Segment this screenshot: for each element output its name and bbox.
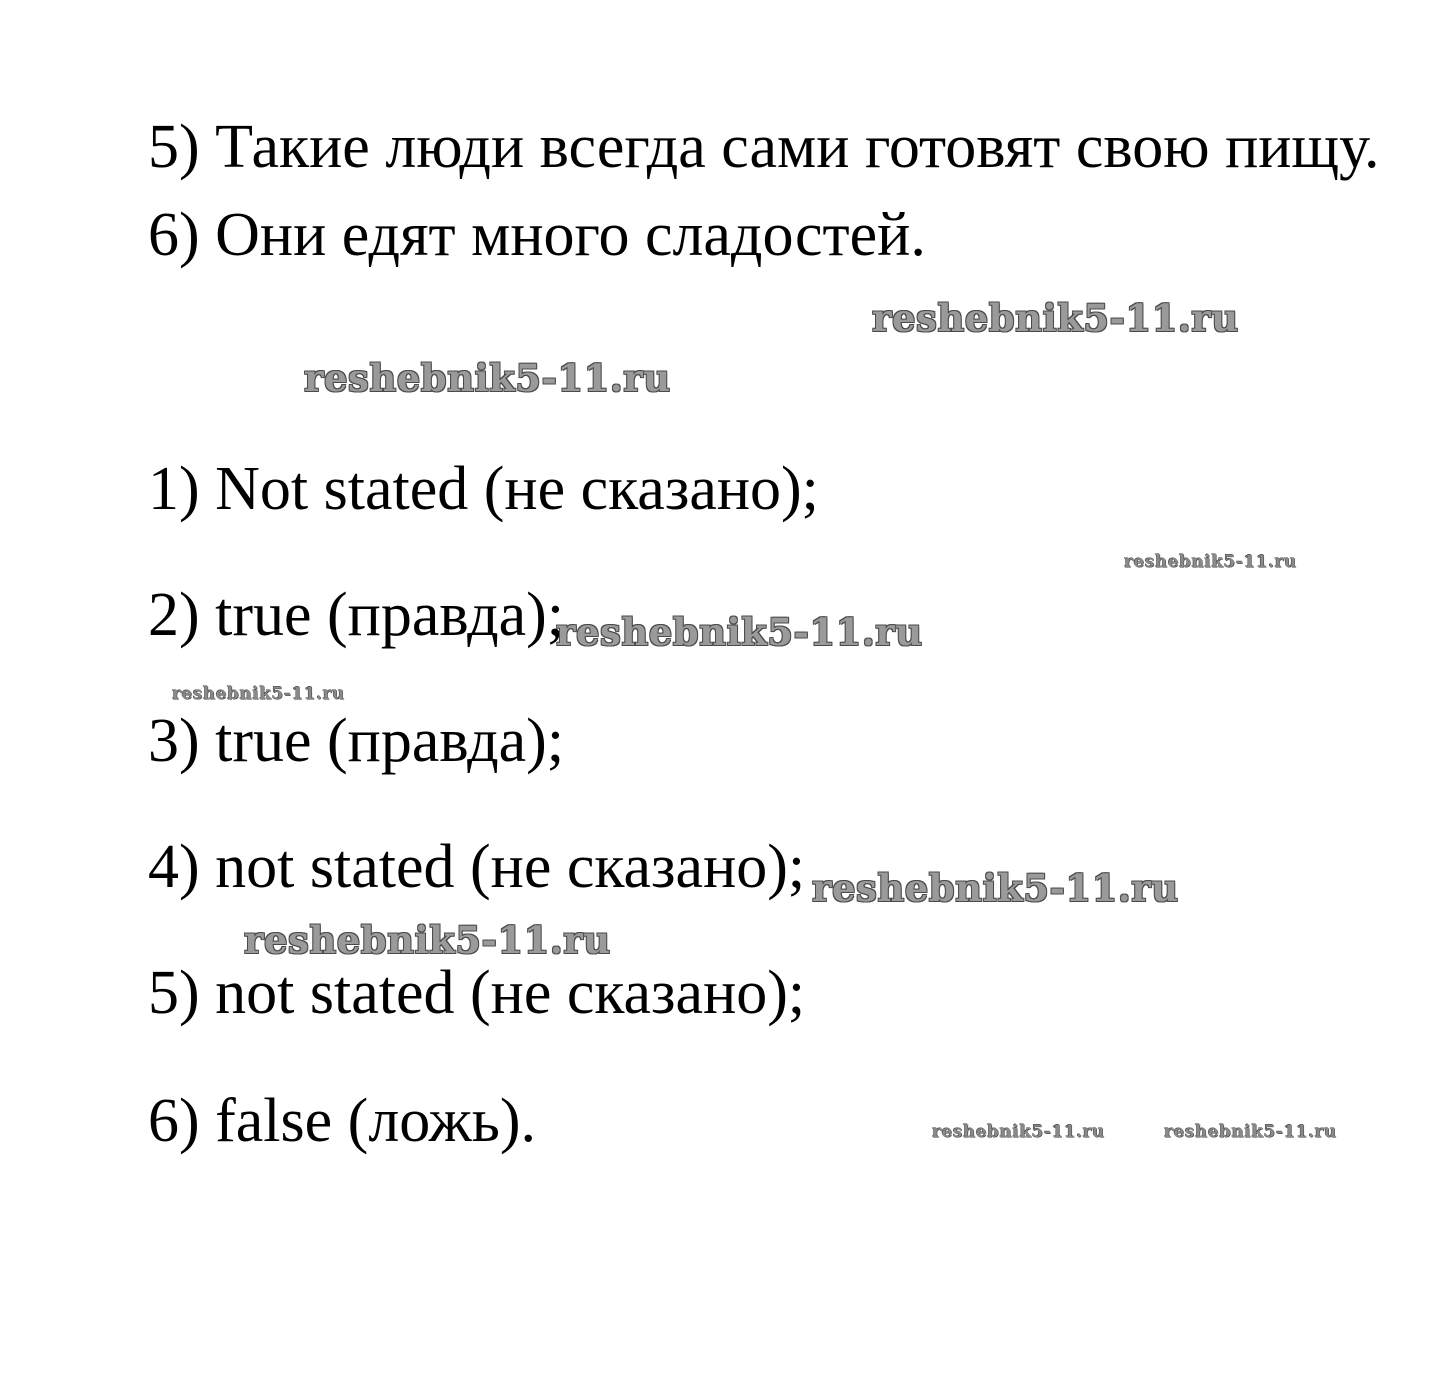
watermark: reshebnik5-11.ru — [932, 1122, 1105, 1142]
watermark: reshebnik5-11.ru — [172, 684, 345, 704]
watermark: reshebnik5-11.ru — [556, 610, 923, 654]
watermark: reshebnik5-11.ru — [1164, 1122, 1337, 1142]
answer-2: 2) true (правда); — [148, 581, 565, 649]
watermark: reshebnik5-11.ru — [1124, 552, 1297, 572]
answer-1: 1) Not stated (не сказано); — [148, 455, 819, 523]
watermark: reshebnik5-11.ru — [812, 866, 1179, 910]
answer-3: 3) true (правда); — [148, 707, 565, 775]
statement-6: 6) Они едят много сладостей. — [148, 201, 926, 269]
watermark: reshebnik5-11.ru — [304, 356, 671, 400]
watermark: reshebnik5-11.ru — [244, 918, 611, 962]
answer-5: 5) not stated (не сказано); — [148, 959, 806, 1027]
watermark: reshebnik5-11.ru — [872, 296, 1239, 340]
answer-6: 6) false (ложь). — [148, 1087, 536, 1155]
statement-5: 5) Такие люди всегда сами готовят свою пищу. — [148, 113, 1380, 181]
answer-4: 4) not stated (не сказано); — [148, 833, 806, 901]
